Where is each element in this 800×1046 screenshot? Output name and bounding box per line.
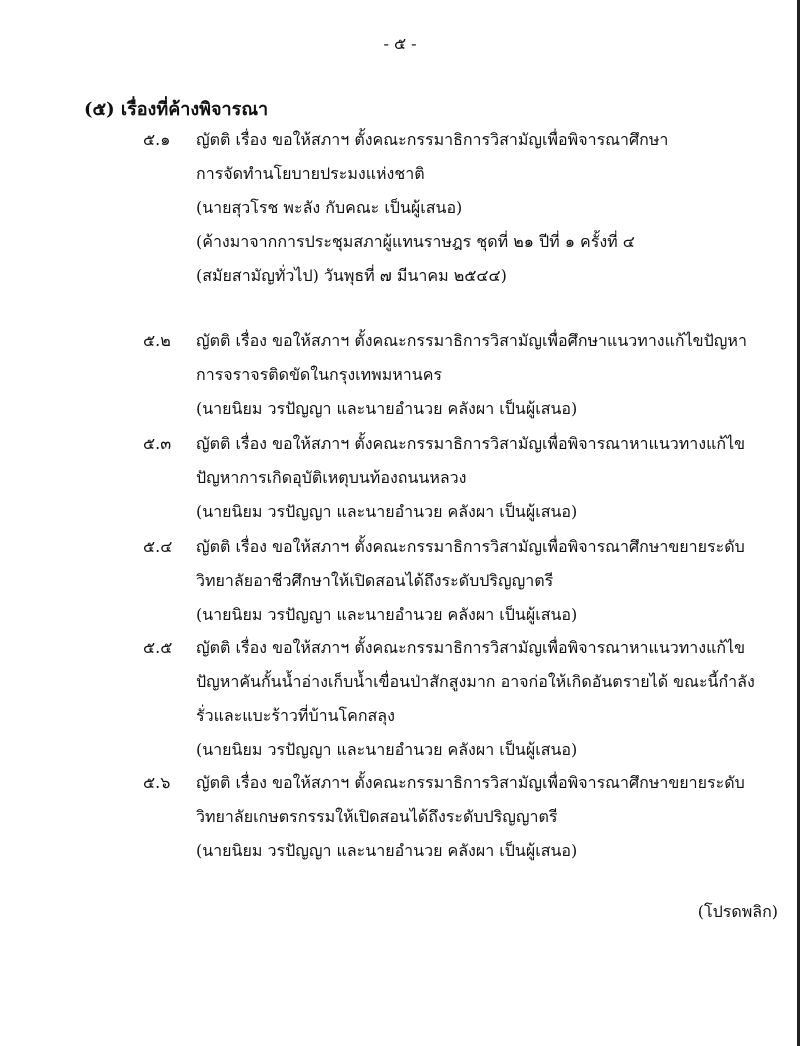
item-line: (สมัยสามัญทั่วไป) วันพุธที่ ๗ มีนาคม ๒๕๔๔)	[196, 266, 507, 285]
item-proposer: (นายนิยม วรปัญญา และนายอำนวย คลังผา เป็นผู้เสนอ)	[196, 605, 578, 624]
item-line: ญัตติ เรื่อง ขอให้สภาฯ ตั้งคณะกรรมาธิการวิสามัญเพื่อพิจารณาศึกษาขยายระดับ	[196, 773, 745, 792]
item-proposer: (นายนิยม วรปัญญา และนายอำนวย คลังผา เป็นผู้เสนอ)	[196, 841, 578, 860]
item-line: ญัตติ เรื่อง ขอให้สภาฯ ตั้งคณะกรรมาธิการวิสามัญเพื่อศึกษาแนวทางแก้ไขปัญหา	[196, 331, 747, 350]
item-line: วิทยาลัยอาชีวศึกษาให้เปิดสอนได้ถึงระดับปริญญาตรี	[196, 571, 554, 590]
item-proposer: (นายนิยม วรปัญญา และนายอำนวย คลังผา เป็นผู้เสนอ)	[196, 502, 578, 521]
item-line: ญัตติ เรื่อง ขอให้สภาฯ ตั้งคณะกรรมาธิการวิสามัญเพื่อพิจารณาหาแนวทางแก้ไข	[196, 638, 746, 657]
item-line: (ค้างมาจากการประชุมสภาผู้แทนราษฎร ชุดที่ ๒๑ ปีที่ ๑ ครั้งที่ ๔	[196, 232, 635, 251]
item-number: ๕.๔	[143, 537, 173, 556]
item-line: ญัตติ เรื่อง ขอให้สภาฯ ตั้งคณะกรรมาธิการวิสามัญเพื่อพิจารณาหาแนวทางแก้ไข	[196, 434, 746, 453]
item-line: วิทยาลัยเกษตรกรรมให้เปิดสอนได้ถึงระดับปริญญาตรี	[196, 807, 558, 826]
item-number: ๕.๑	[143, 130, 171, 149]
item-number: ๕.๕	[143, 638, 173, 657]
item-line: ปัญหาการเกิดอุบัติเหตุบนท้องถนนหลวง	[196, 468, 467, 487]
please-turn-over-note: (โปรดพลิก)	[697, 902, 778, 921]
item-proposer: (นายนิยม วรปัญญา และนายอำนวย คลังผา เป็นผู้เสนอ)	[196, 399, 578, 418]
item-line: ปัญหาคันกั้นน้ำอ่างเก็บน้ำเขื่อนป่าสักสูงมาก อาจก่อให้เกิดอันตรายได้ ขณะนี้กำลัง	[196, 672, 755, 691]
item-line: ญัตติ เรื่อง ขอให้สภาฯ ตั้งคณะกรรมาธิการวิสามัญเพื่อพิจารณาศึกษาขยายระดับ	[196, 537, 745, 556]
item-number: ๕.๓	[143, 434, 172, 453]
item-number: ๕.๖	[143, 773, 171, 792]
item-line: การจัดทำนโยบายประมงแห่งชาติ	[196, 164, 425, 183]
item-line: รั่วและแบะร้าวที่บ้านโคกสลุง	[196, 706, 395, 725]
page-number: - ๕ -	[383, 34, 417, 53]
item-line: ญัตติ เรื่อง ขอให้สภาฯ ตั้งคณะกรรมาธิการวิสามัญเพื่อพิจารณาศึกษา	[196, 130, 669, 149]
item-number: ๕.๒	[143, 331, 171, 350]
section-heading: (๕) เรื่องที่ค้างพิจารณา	[84, 99, 269, 120]
item-proposer: (นายนิยม วรปัญญา และนายอำนวย คลังผา เป็นผู้เสนอ)	[196, 740, 578, 759]
item-line: การจราจรติดขัดในกรุงเทพมหานคร	[196, 365, 443, 384]
item-proposer: (นายสุวโรช พะลัง กับคณะ เป็นผู้เสนอ)	[196, 198, 463, 217]
